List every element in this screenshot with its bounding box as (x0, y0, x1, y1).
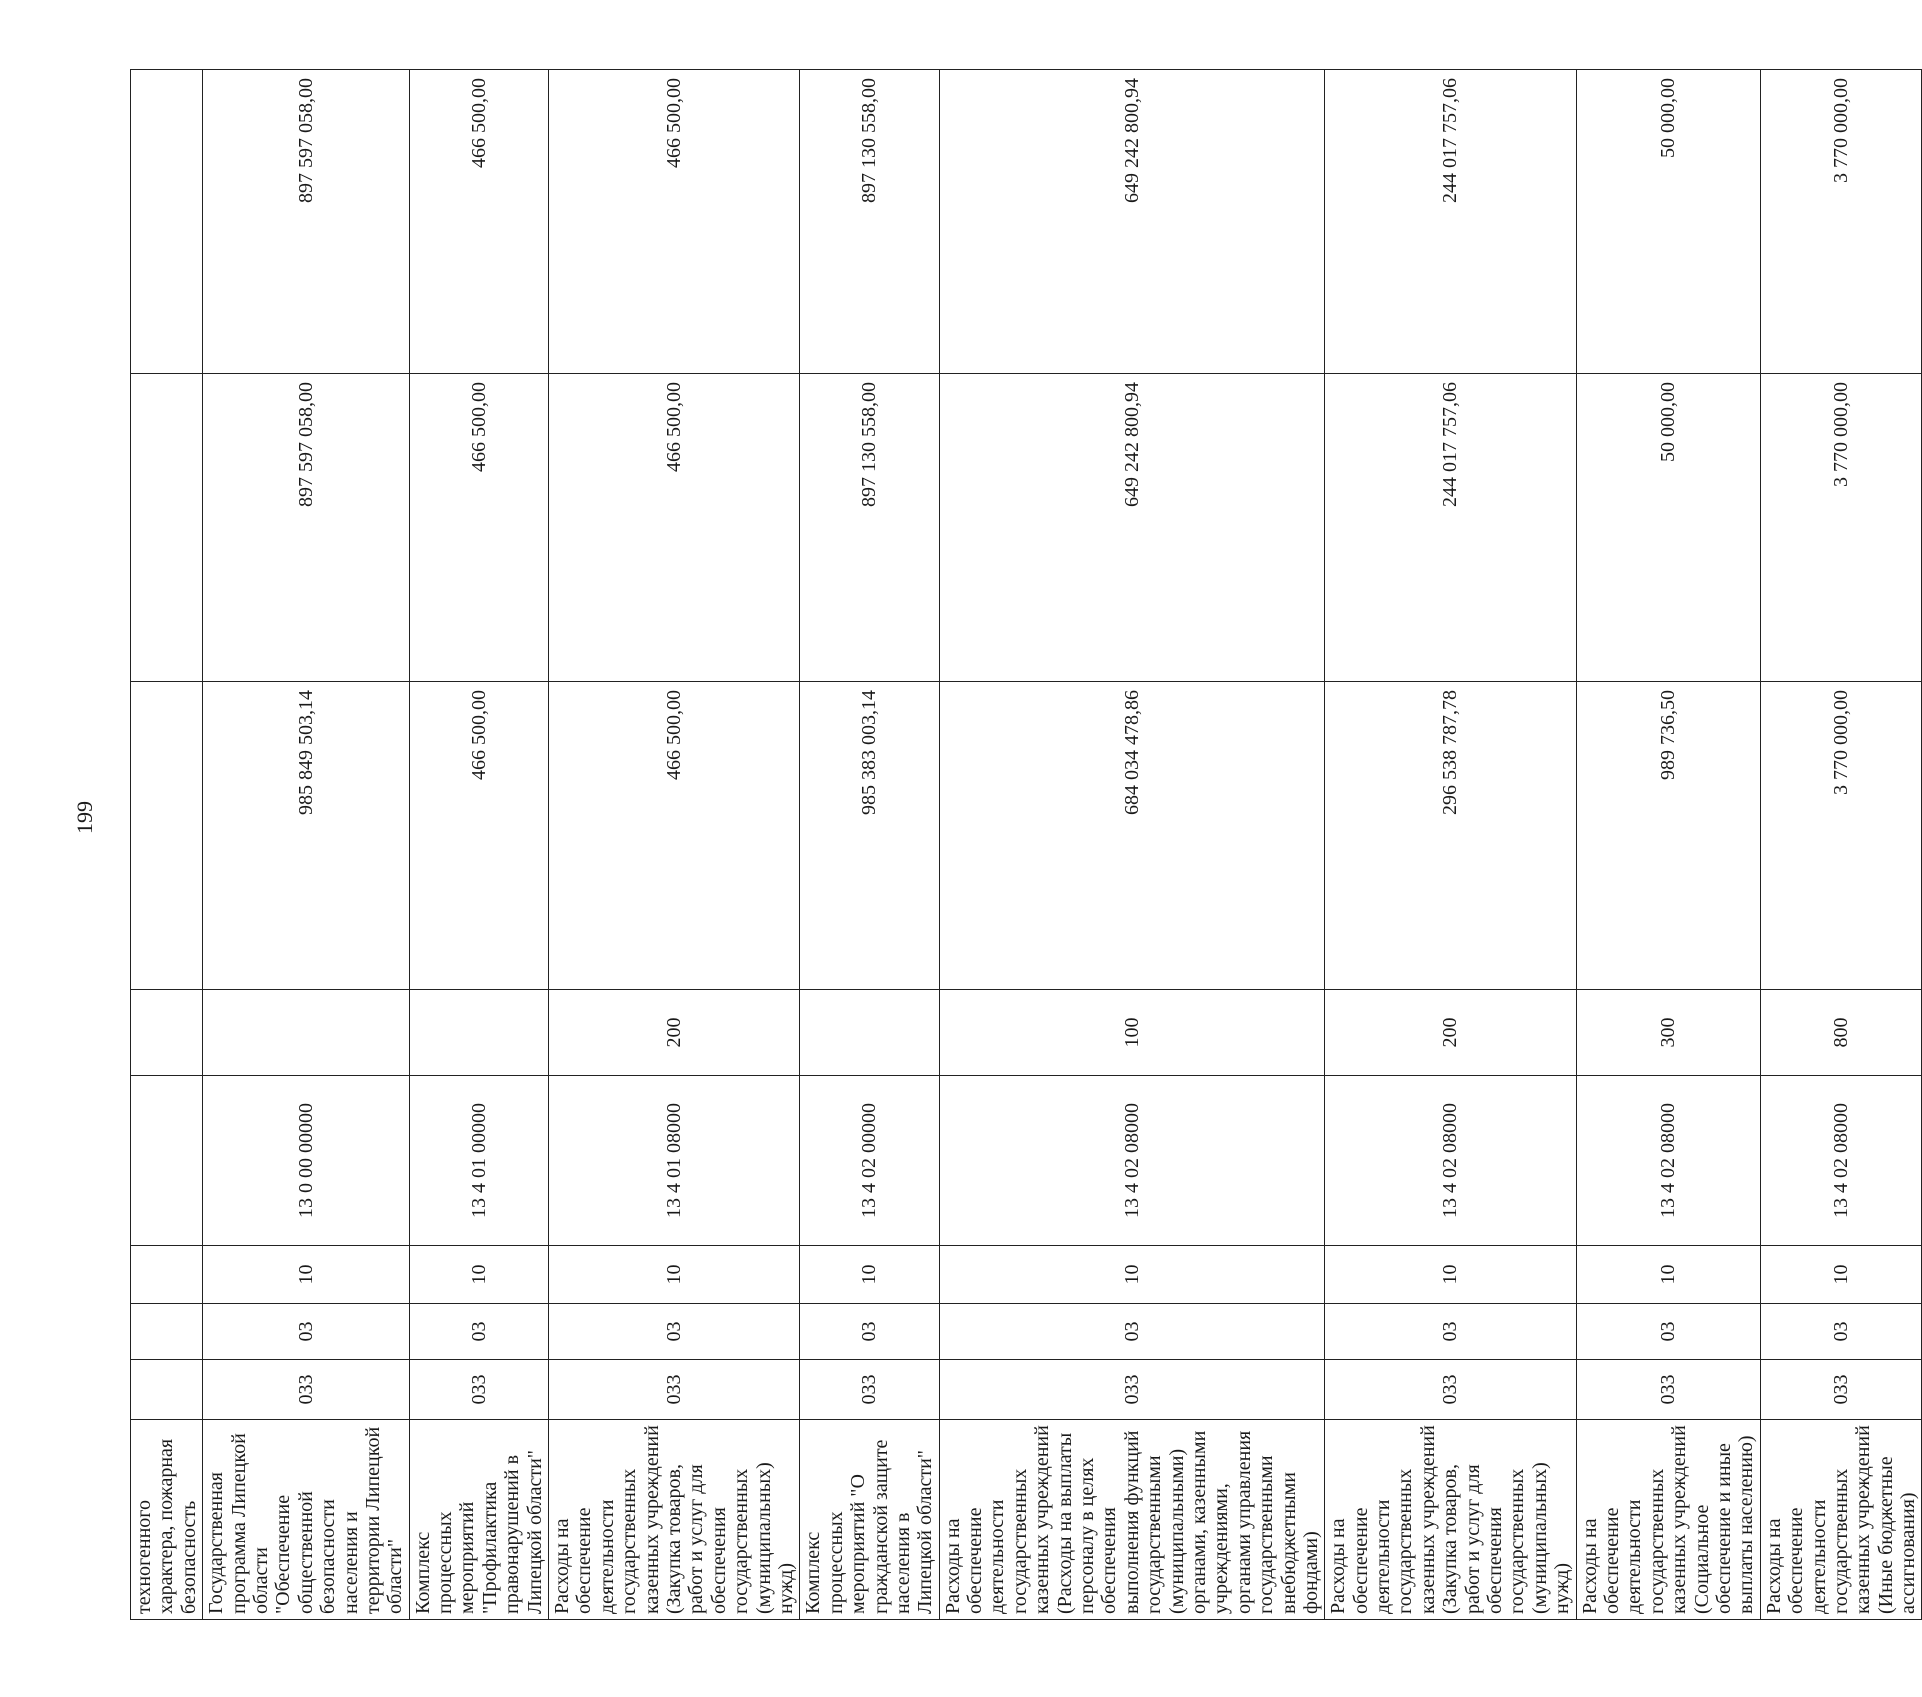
subsection-code: 10 (1576, 1246, 1760, 1304)
expense-type-code: 800 (1760, 990, 1922, 1076)
row-name: Государственная программа Липецкой области "Обеспечение общественной безопасности населения и территории Липецкой области" (203, 1420, 410, 1620)
subsection-code: 10 (939, 1246, 1325, 1304)
amount-year-3: 244 017 757,06 (1325, 70, 1576, 374)
budget-table-body (131, 70, 1922, 1620)
amount-year-3: 897 130 558,00 (800, 70, 939, 374)
subsection-code: 10 (549, 1246, 800, 1304)
section-code: 03 (203, 1304, 410, 1360)
target-article-code: 13 4 02 08000 (1760, 1076, 1922, 1246)
expense-type-code: 100 (939, 990, 1325, 1076)
table-row (939, 70, 1325, 1620)
table-row (1325, 70, 1576, 1620)
amount-year-1: 466 500,00 (549, 682, 800, 990)
target-article-code: 13 4 02 08000 (1325, 1076, 1576, 1246)
table-row (800, 70, 939, 1620)
row-name: Расходы на обеспечение деятельности государственных казенных учреждений (Закупка товаров, работ и услуг для обеспечения государственных (муниципальных) нужд) (549, 1420, 800, 1620)
amount-year-2: 466 500,00 (549, 374, 800, 682)
subsection-code: 10 (409, 1246, 548, 1304)
amount-year-2: 3 770 000,00 (1760, 374, 1922, 682)
amount-year-2: 897 130 558,00 (800, 374, 939, 682)
amount-year-3: 897 597 058,00 (203, 70, 410, 374)
section-code: 03 (409, 1304, 548, 1360)
amount-year-1: 3 770 000,00 (1760, 682, 1922, 990)
table-row (1760, 70, 1922, 1620)
table-row (1576, 70, 1760, 1620)
amount-year-1: 466 500,00 (409, 682, 548, 990)
amount-year-2 (131, 374, 203, 682)
target-article-code (131, 1076, 203, 1246)
row-name: Комплекс процессных мероприятий "Профилактика правонарушений в Липецкой области" (409, 1420, 548, 1620)
subsection-code: 10 (800, 1246, 939, 1304)
amount-year-2: 466 500,00 (409, 374, 548, 682)
ministry-code: 033 (1576, 1360, 1760, 1420)
amount-year-2: 649 242 800,94 (939, 374, 1325, 682)
target-article-code: 13 0 00 00000 (203, 1076, 410, 1246)
amount-year-2: 50 000,00 (1576, 374, 1760, 682)
section-code: 03 (1325, 1304, 1576, 1360)
row-name: Комплекс процессных мероприятий "О гражданской защите населения в Липецкой области" (800, 1420, 939, 1620)
amount-year-1: 985 849 503,14 (203, 682, 410, 990)
section-code: 03 (1760, 1304, 1922, 1360)
row-name: Расходы на обеспечение деятельности государственных казенных учреждений (Социальное обеспечение и иные выплаты населению) (1576, 1420, 1760, 1620)
section-code: 03 (939, 1304, 1325, 1360)
amount-year-1: 684 034 478,86 (939, 682, 1325, 990)
section-code: 03 (549, 1304, 800, 1360)
budget-table (130, 69, 1922, 1620)
row-name: Расходы на обеспечение деятельности государственных казенных учреждений (Иные бюджетные ассигнования) (1760, 1420, 1922, 1620)
amount-year-3: 50 000,00 (1576, 70, 1760, 374)
amount-year-3: 649 242 800,94 (939, 70, 1325, 374)
amount-year-2: 244 017 757,06 (1325, 374, 1576, 682)
amount-year-3: 466 500,00 (409, 70, 548, 374)
row-name: техногенного характера, пожарная безопасность (131, 1420, 203, 1620)
amount-year-3: 3 770 000,00 (1760, 70, 1922, 374)
amount-year-3: 466 500,00 (549, 70, 800, 374)
ministry-code: 033 (1760, 1360, 1922, 1420)
table-row (203, 70, 410, 1620)
ministry-code: 033 (409, 1360, 548, 1420)
section-code (131, 1304, 203, 1360)
ministry-code (131, 1360, 203, 1420)
ministry-code: 033 (800, 1360, 939, 1420)
subsection-code: 10 (1760, 1246, 1922, 1304)
ministry-code: 033 (203, 1360, 410, 1420)
target-article-code: 13 4 02 00000 (800, 1076, 939, 1246)
ministry-code: 033 (939, 1360, 1325, 1420)
row-name: Расходы на обеспечение деятельности государственных казенных учреждений (Расходы на выплаты персоналу в целях обеспечения выполнения функций государственными (муниципальными) органами, казенными учреждениями, органами управления государственными внебюджетными фондами) (939, 1420, 1325, 1620)
expense-type-code (203, 990, 410, 1076)
section-code: 03 (1576, 1304, 1760, 1360)
expense-type-code (131, 990, 203, 1076)
subsection-code: 10 (1325, 1246, 1576, 1304)
budget-table-container (130, 70, 1920, 1620)
ministry-code: 033 (1325, 1360, 1576, 1420)
target-article-code: 13 4 02 08000 (1576, 1076, 1760, 1246)
expense-type-code: 200 (549, 990, 800, 1076)
section-code: 03 (800, 1304, 939, 1360)
amount-year-1: 985 383 003,14 (800, 682, 939, 990)
target-article-code: 13 4 02 08000 (939, 1076, 1325, 1246)
expense-type-code (409, 990, 548, 1076)
amount-year-1: 296 538 787,78 (1325, 682, 1576, 990)
amount-year-2: 897 597 058,00 (203, 374, 410, 682)
row-name: Расходы на обеспечение деятельности государственных казенных учреждений (Закупка товаров, работ и услуг для обеспечения государственных (муниципальных) нужд) (1325, 1420, 1576, 1620)
target-article-code: 13 4 01 00000 (409, 1076, 548, 1246)
amount-year-3 (131, 70, 203, 374)
table-row (131, 70, 203, 1620)
table-row (409, 70, 548, 1620)
target-article-code: 13 4 01 08000 (549, 1076, 800, 1246)
table-row (549, 70, 800, 1620)
amount-year-1 (131, 682, 203, 990)
expense-type-code (800, 990, 939, 1076)
expense-type-code: 300 (1576, 990, 1760, 1076)
subsection-code: 10 (203, 1246, 410, 1304)
subsection-code (131, 1246, 203, 1304)
amount-year-1: 989 736,50 (1576, 682, 1760, 990)
expense-type-code: 200 (1325, 990, 1576, 1076)
ministry-code: 033 (549, 1360, 800, 1420)
page-number: 199 (72, 801, 97, 834)
